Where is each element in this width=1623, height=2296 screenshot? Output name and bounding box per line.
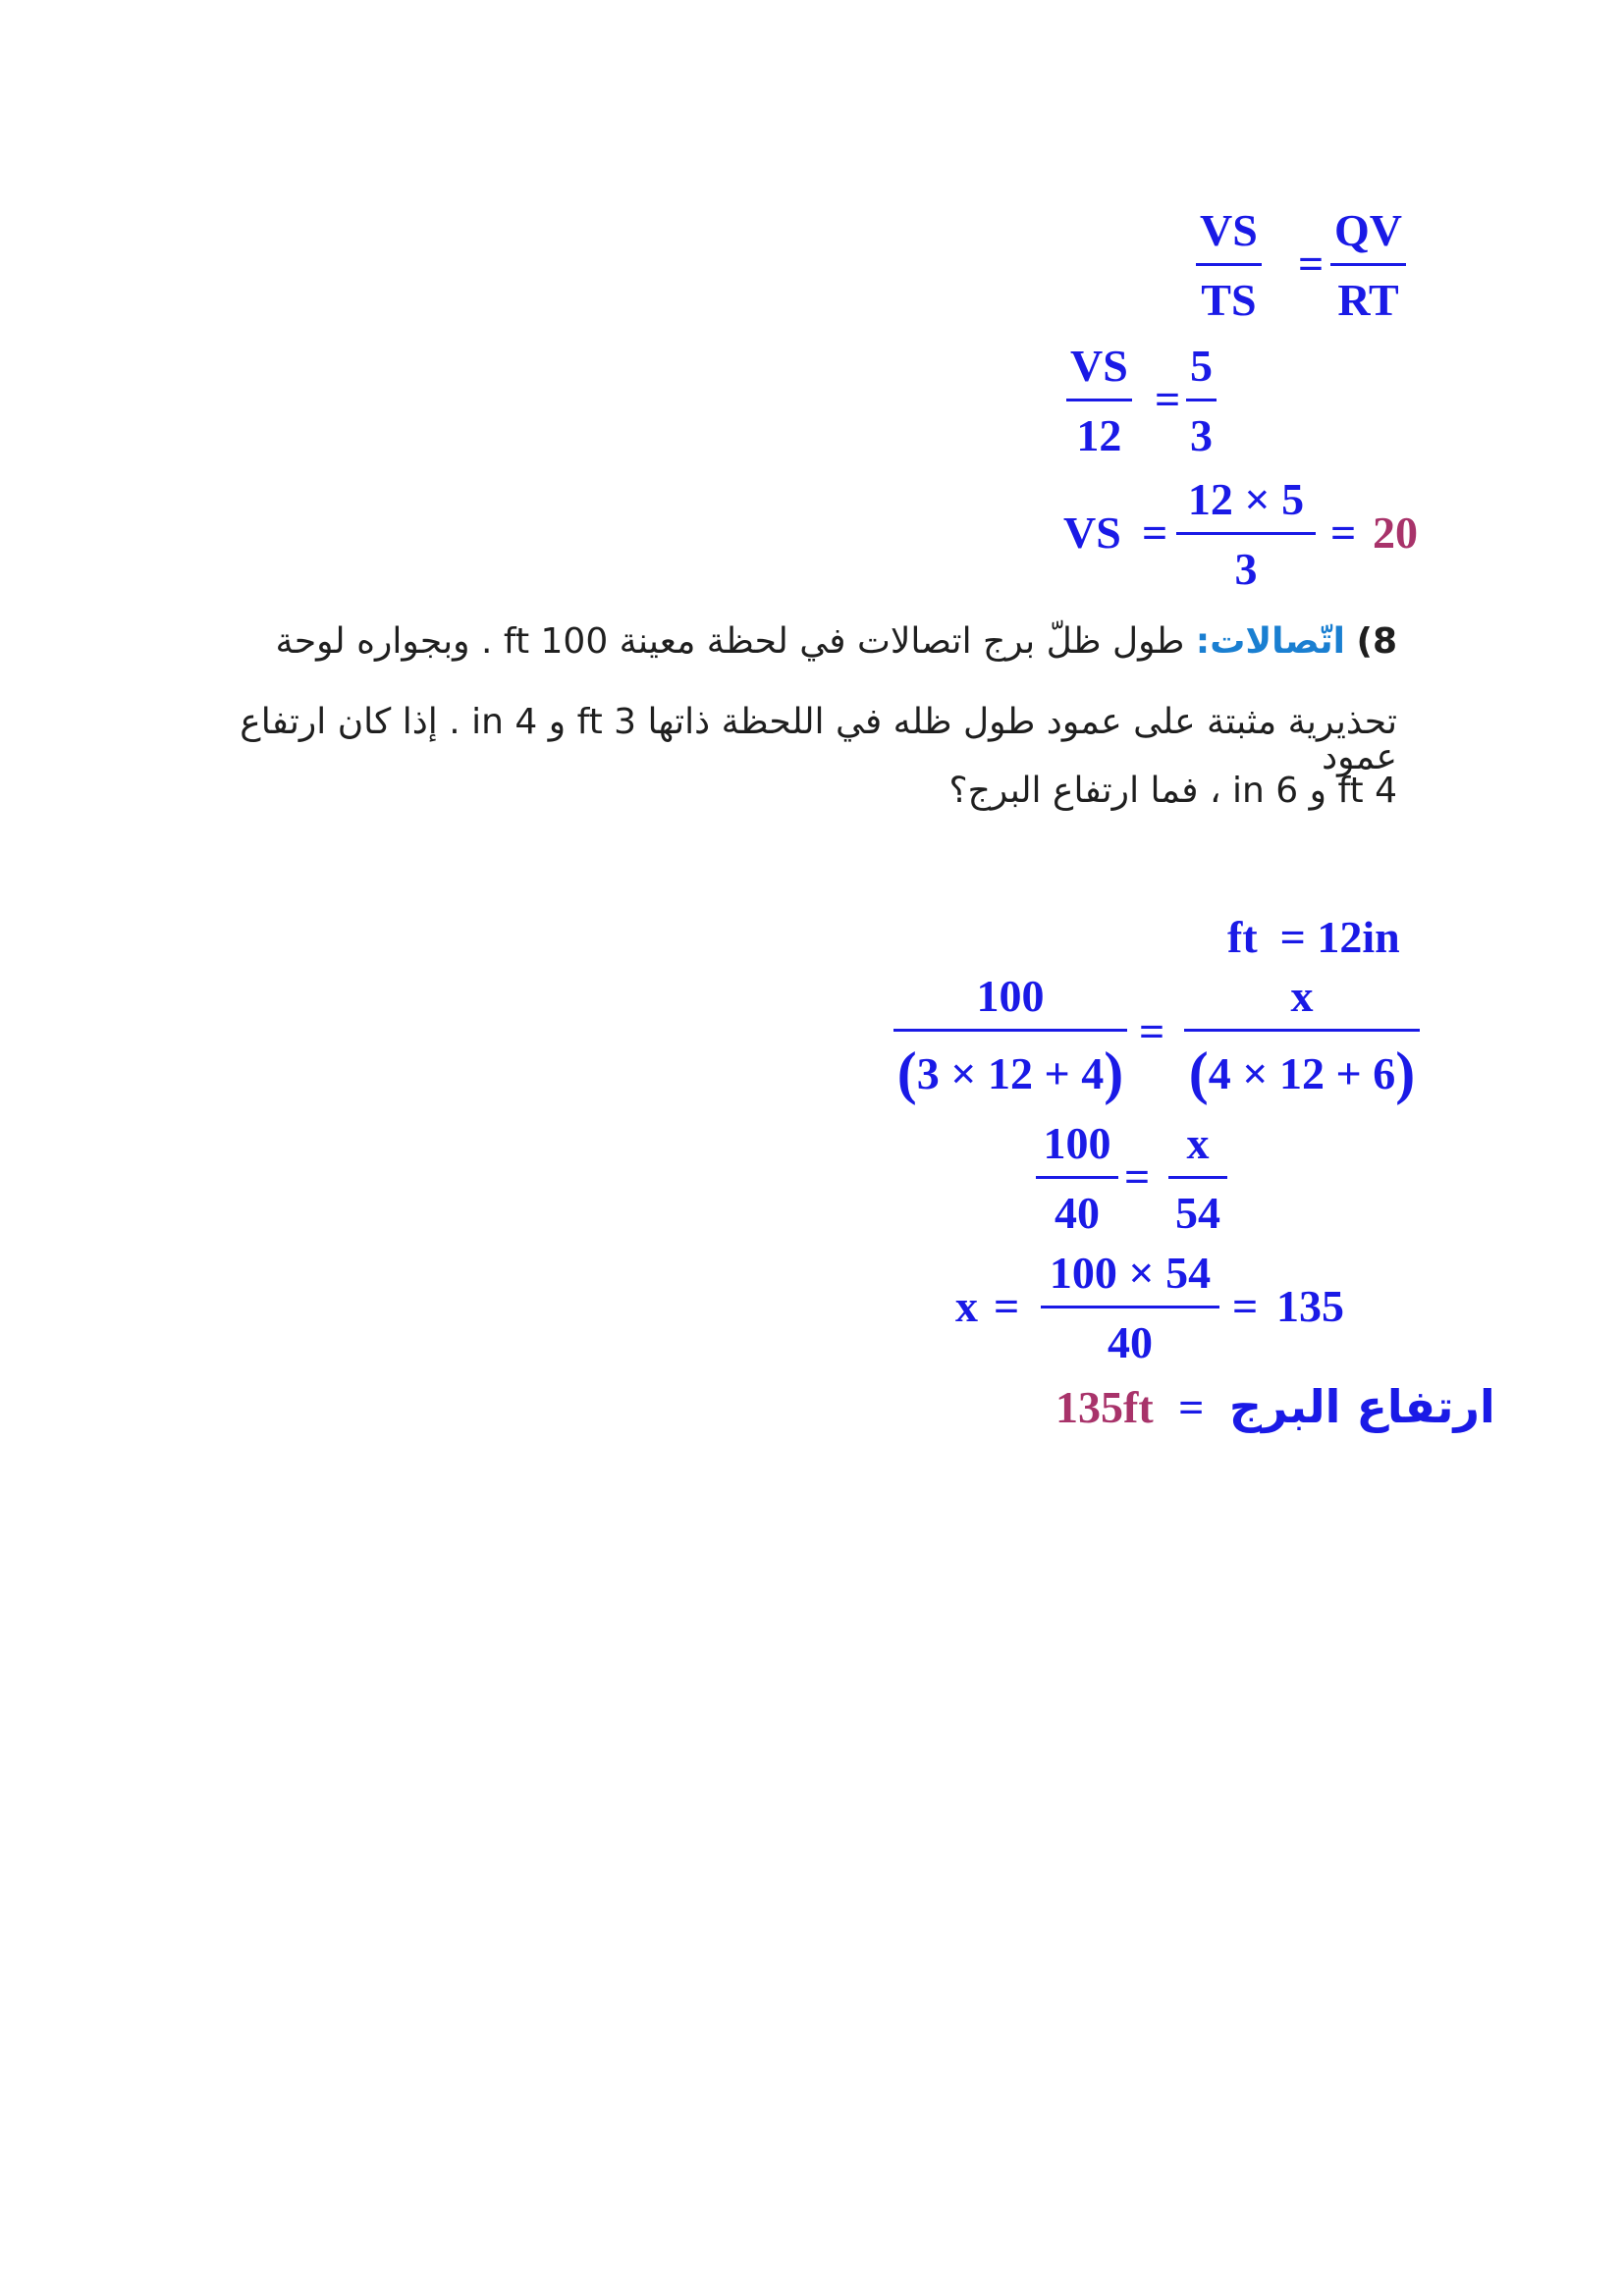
step1-equals: = <box>1298 239 1325 289</box>
solution-mid-right-fraction <box>1168 1118 1227 1238</box>
step3-denominator: 3 <box>1234 544 1258 594</box>
problem-text-line-1: طول ظلّ برج اتصالات في لحظة معينة 100 ft . وبجواره لوحة <box>275 621 1185 662</box>
solution-mid-left-numerator: 100 <box>1043 1118 1111 1168</box>
step1-right-fraction <box>1330 205 1406 325</box>
solution-mid-equals: = <box>1124 1151 1151 1201</box>
solution-big-right-numerator: x <box>1290 971 1314 1021</box>
step3-result: 20 <box>1373 507 1418 558</box>
step3-numerator: 12 × 5 <box>1187 474 1305 524</box>
solution-calc-equals-1: = <box>994 1281 1020 1331</box>
step2-left-denominator: 12 <box>1076 410 1122 460</box>
problem-number: 8) <box>1356 621 1397 662</box>
step1-left-denominator: TS <box>1201 275 1257 325</box>
solution-calc-fraction <box>1041 1248 1219 1367</box>
final-answer-value: 135ft <box>1055 1382 1154 1432</box>
step2-left-fraction <box>1066 341 1132 460</box>
problem-line-3 <box>180 771 1397 811</box>
step2-right-numerator: 5 <box>1190 341 1213 391</box>
step1-right-denominator: RT <box>1337 275 1399 325</box>
solution-mid-right-denominator: 54 <box>1175 1188 1220 1238</box>
problem-text-line-3: 4 ft و 6 in ، فما ارتفاع البرج؟ <box>948 771 1397 811</box>
unit-conversion: ft = 12in <box>1227 912 1400 962</box>
solution-mid-right-numerator: x <box>1186 1118 1210 1168</box>
solution-big-left-numerator: 100 <box>976 971 1045 1021</box>
step2-left-numerator: VS <box>1070 341 1128 391</box>
solution-big-right-fraction <box>1184 971 1420 1105</box>
final-answer-label: ارتفاع البرج <box>1228 1380 1495 1433</box>
step1-left-fraction <box>1196 205 1262 325</box>
final-answer <box>1055 1380 1495 1433</box>
step3-lhs: VS <box>1063 507 1121 558</box>
step3-equals-1: = <box>1142 507 1168 558</box>
solution-calc-result: 135 <box>1276 1281 1344 1331</box>
solution-big-equals: = <box>1139 1006 1165 1056</box>
problem-text-line-2: تحذيرية مثبتة على عمود طول ظله في اللحظة ذاتها 3 ft و 4 in . إذا كان ارتفاع عمود <box>240 702 1397 777</box>
problem-line-2 <box>180 702 1397 777</box>
solution-calc-lhs: x <box>955 1281 978 1331</box>
solution-calc-numerator: 100 × 54 <box>1049 1248 1212 1298</box>
solution-big-right-denominator: (4 × 12 + 6) <box>1188 1041 1416 1105</box>
problem-topic: اتّصالات: <box>1195 621 1346 662</box>
final-answer-equals: = <box>1178 1382 1205 1432</box>
step3-equals-2: = <box>1330 507 1357 558</box>
solution-big-left-denominator: (3 × 12 + 4) <box>896 1041 1124 1105</box>
solution-mid-left-denominator: 40 <box>1055 1188 1100 1238</box>
step2-right-denominator: 3 <box>1190 410 1213 460</box>
step3-fraction <box>1176 474 1316 594</box>
step1-right-numerator: QV <box>1334 205 1402 255</box>
solution-big-left-fraction <box>893 971 1127 1105</box>
solution-mid-left-fraction <box>1036 1118 1118 1238</box>
step1-left-numerator: VS <box>1200 205 1258 255</box>
step2-equals: = <box>1155 374 1181 424</box>
solution-calc-denominator: 40 <box>1108 1317 1153 1367</box>
problem-line-1 <box>180 621 1397 662</box>
solution-calc-equals-2: = <box>1232 1281 1259 1331</box>
step2-right-fraction <box>1186 341 1217 460</box>
